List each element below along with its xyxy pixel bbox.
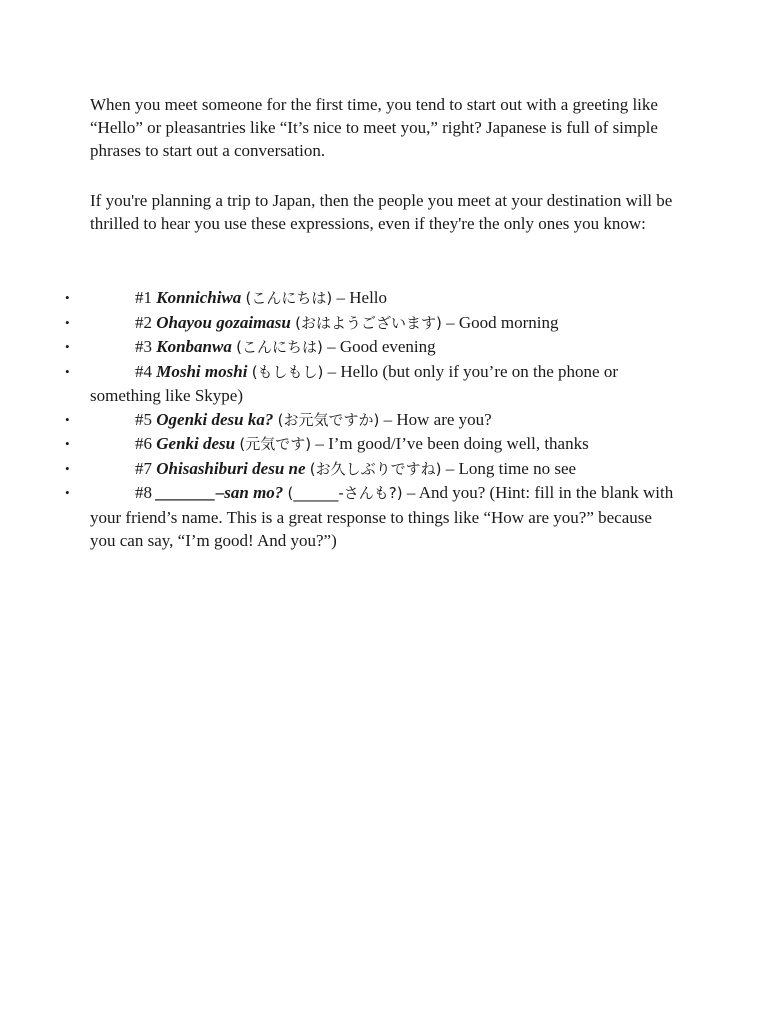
phrase-meaning: – Hello (but only if you’re on the phone or something like Skype) [90,361,619,405]
phrase-japanese: (______-さんも?) [287,484,403,502]
bullet-icon: • [65,363,70,379]
phrase-number: #2 [135,312,157,332]
phrase-meaning: – Good evening [322,337,436,356]
intro-paragraph-2: If you're planning a trip to Japan, then the people you meet at your destination will be thrilled to hear you use these expressions, even if they're the only ones you know: [90,191,673,233]
phrase-list [65,286,680,553]
phrase-term: Moshi moshi [156,361,248,381]
phrase-number: #5 [135,409,157,429]
bullet-icon: • [65,411,70,427]
phrase-japanese: (おはようございます) [295,313,442,332]
phrase-meaning: – And you? (Hint: fill in the blank with your friend’s name. This is a great response to things like “How are you?” because you can say, “I’m good! And you?”) [90,483,674,550]
phrase-meaning: – Hello [332,288,388,307]
list-item [65,360,680,408]
phrase-term: _______–san mo? [156,483,284,502]
phrase-meaning: – Long time no see [441,458,577,478]
bullet-icon: • [65,436,70,451]
list-item [65,311,680,336]
phrase-number: #4 [135,361,157,381]
phrase-term: Ogenki desu ka? [156,409,274,429]
list-item [65,335,680,360]
phrase-number: #6 [135,434,157,453]
phrase-term: Ohisashiburi desu ne [156,458,306,478]
phrase-number: #7 [135,458,157,478]
phrase-meaning: – How are you? [379,409,492,429]
bullet-icon: • [65,314,70,330]
phrase-japanese: (もしもし) [251,362,324,381]
list-item [65,481,680,553]
phrase-japanese: (元気です) [239,435,312,453]
phrase-number: #1 [135,288,157,307]
phrase-meaning: – I’m good/I’ve been doing well, thanks [311,434,589,453]
phrase-japanese: (お元気ですか) [277,410,380,429]
phrase-japanese: (お久しぶりですね) [309,459,442,478]
phrase-term: Ohayou gozaimasu [156,312,291,332]
phrase-term: Konnichiwa [156,288,242,307]
list-item [65,432,680,457]
list-item [65,286,680,311]
phrase-japanese: (こんにちは) [245,289,333,307]
phrase-term: Genki desu [156,434,236,453]
phrase-term: Konbanwa [156,337,232,356]
list-item [65,457,680,482]
bullet-icon: • [65,460,70,476]
phrase-number: #3 [135,337,157,356]
list-item [65,408,680,433]
bullet-icon: • [65,485,70,500]
phrase-number: #8 [135,483,157,502]
bullet-icon: • [65,339,70,354]
phrase-japanese: (こんにちは) [236,338,323,356]
intro-paragraph-1: When you meet someone for the first time, you tend to start out with a greeting like “Hello” or pleasantries like “It’s nice to meet you,” right? Japanese is full of simple phrases to start out a conversation. [90,95,658,160]
phrase-meaning: – Good morning [441,312,559,332]
bullet-icon: • [65,290,70,305]
